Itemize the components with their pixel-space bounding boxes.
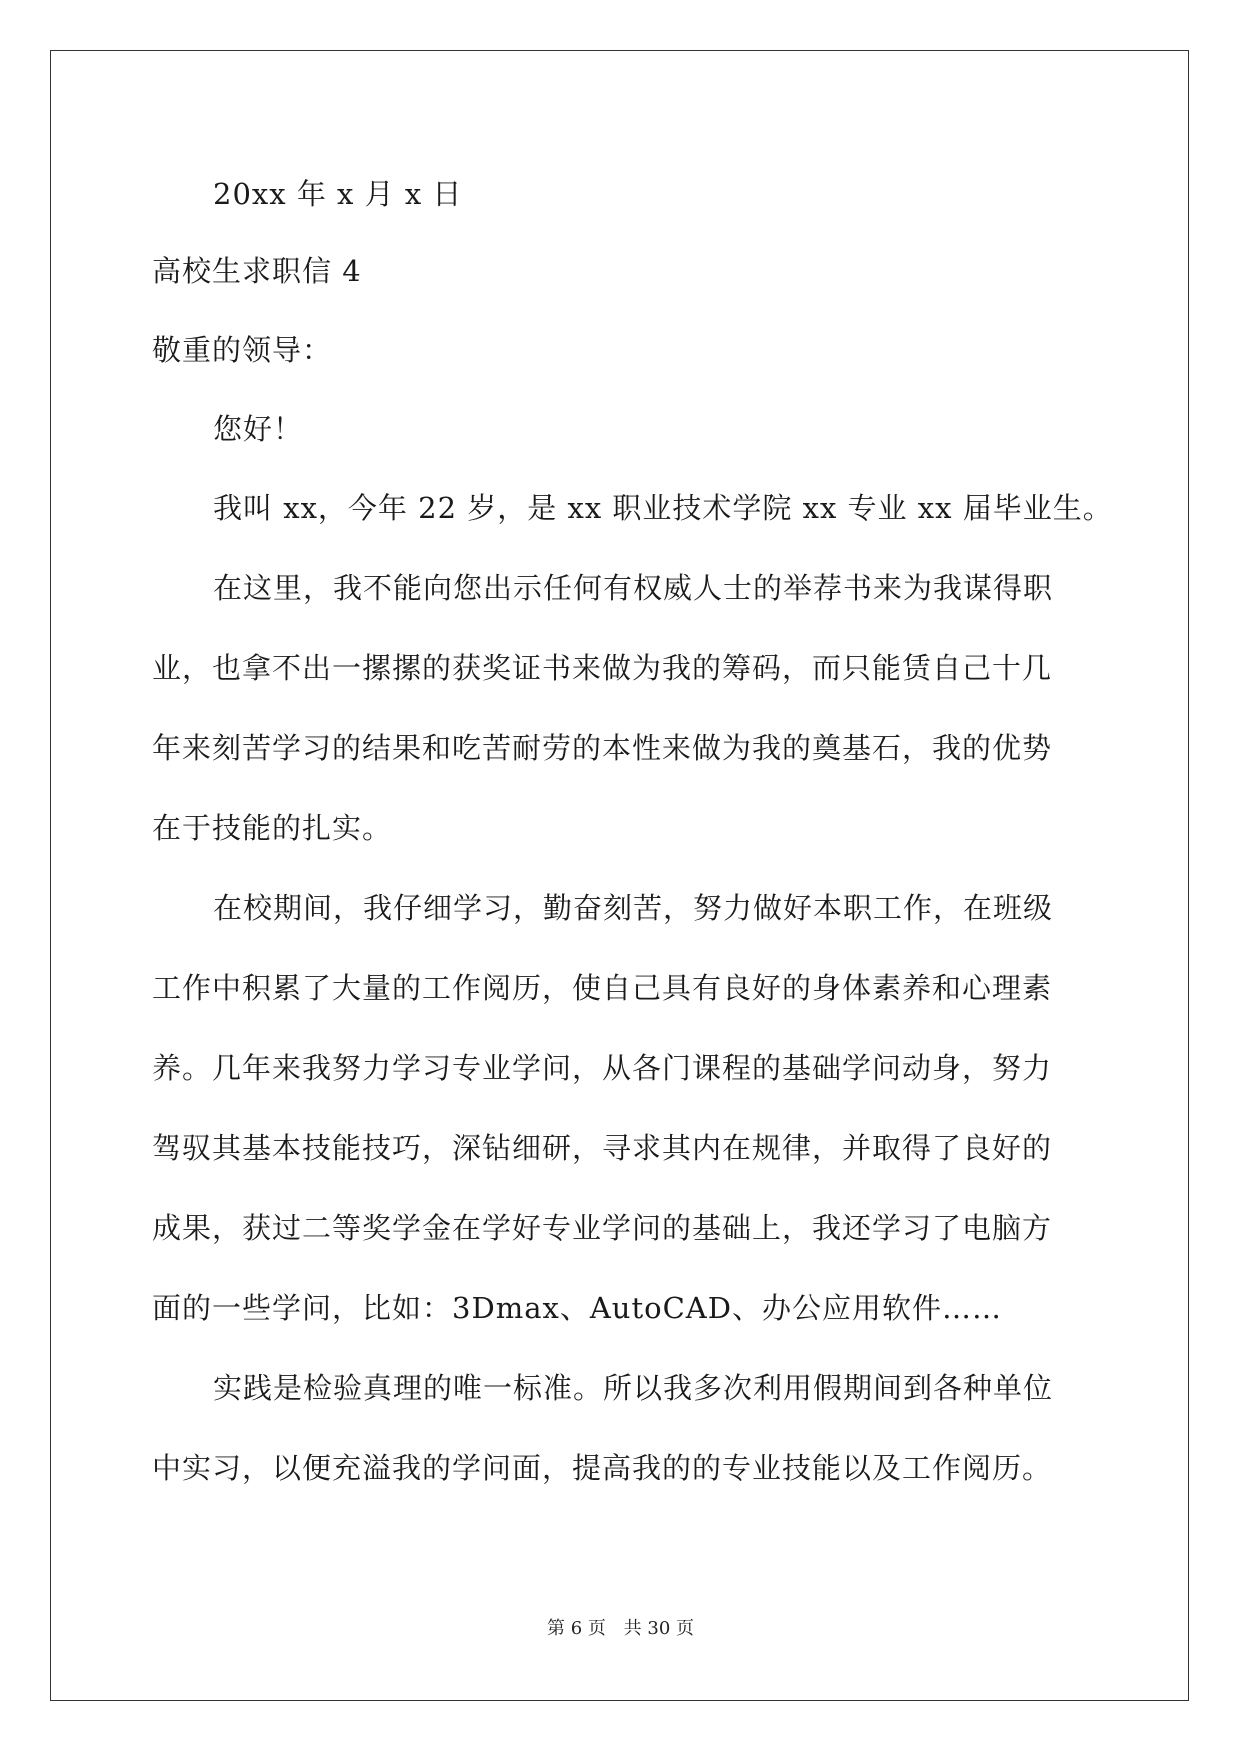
body-line: 我叫 xx，今年 22 岁，是 xx 职业技术学院 xx 专业 xx 届毕业生。 [213, 491, 1113, 525]
body-line: 实践是检验真理的唯一标准。所以我多次利用假期间到各种单位 [213, 1371, 1054, 1405]
body-line: 在于技能的扎实。 [152, 811, 393, 845]
body-line: 年来刻苦学习的结果和吃苦耐劳的本性来做为我的奠基石，我的优势 [152, 731, 1053, 765]
body-line: 业，也拿不出一摞摞的获奖证书来做为我的筹码，而只能赁自己十几 [152, 651, 1053, 685]
greeting: 您好！ [213, 412, 304, 446]
letter-title: 高校生求职信 4 [152, 254, 362, 288]
body-line: 在这里，我不能向您出示任何有权威人士的举荐书来为我谋得职 [213, 571, 1054, 605]
body-line: 驾驭其基本技能技巧，深钻细研，寻求其内在规律，并取得了良好的 [152, 1131, 1053, 1165]
body-line: 面的一些学问，比如：3Dmax、AutoCAD、办公应用软件…… [152, 1291, 1002, 1325]
body-line: 养。几年来我努力学习专业学问，从各门课程的基础学问动身，努力 [152, 1051, 1053, 1085]
date-line: 20xx 年 x 月 x 日 [213, 177, 463, 211]
page-total: 共 30 页 [623, 1618, 694, 1639]
body-line: 在校期间，我仔细学习，勤奋刻苦，努力做好本职工作，在班级 [213, 891, 1054, 925]
body-line: 成果，获过二等奖学金在学好专业学问的基础上，我还学习了电脑方 [152, 1211, 1053, 1245]
page-number: 第 6 页 [547, 1618, 606, 1639]
salutation: 敬重的领导： [152, 333, 333, 367]
body-line: 工作中积累了大量的工作阅历，使自己具有良好的身体素养和心理素 [152, 971, 1053, 1005]
page-footer [0, 1614, 1241, 1640]
body-line: 中实习，以便充溢我的学问面，提高我的的专业技能以及工作阅历。 [152, 1451, 1053, 1485]
